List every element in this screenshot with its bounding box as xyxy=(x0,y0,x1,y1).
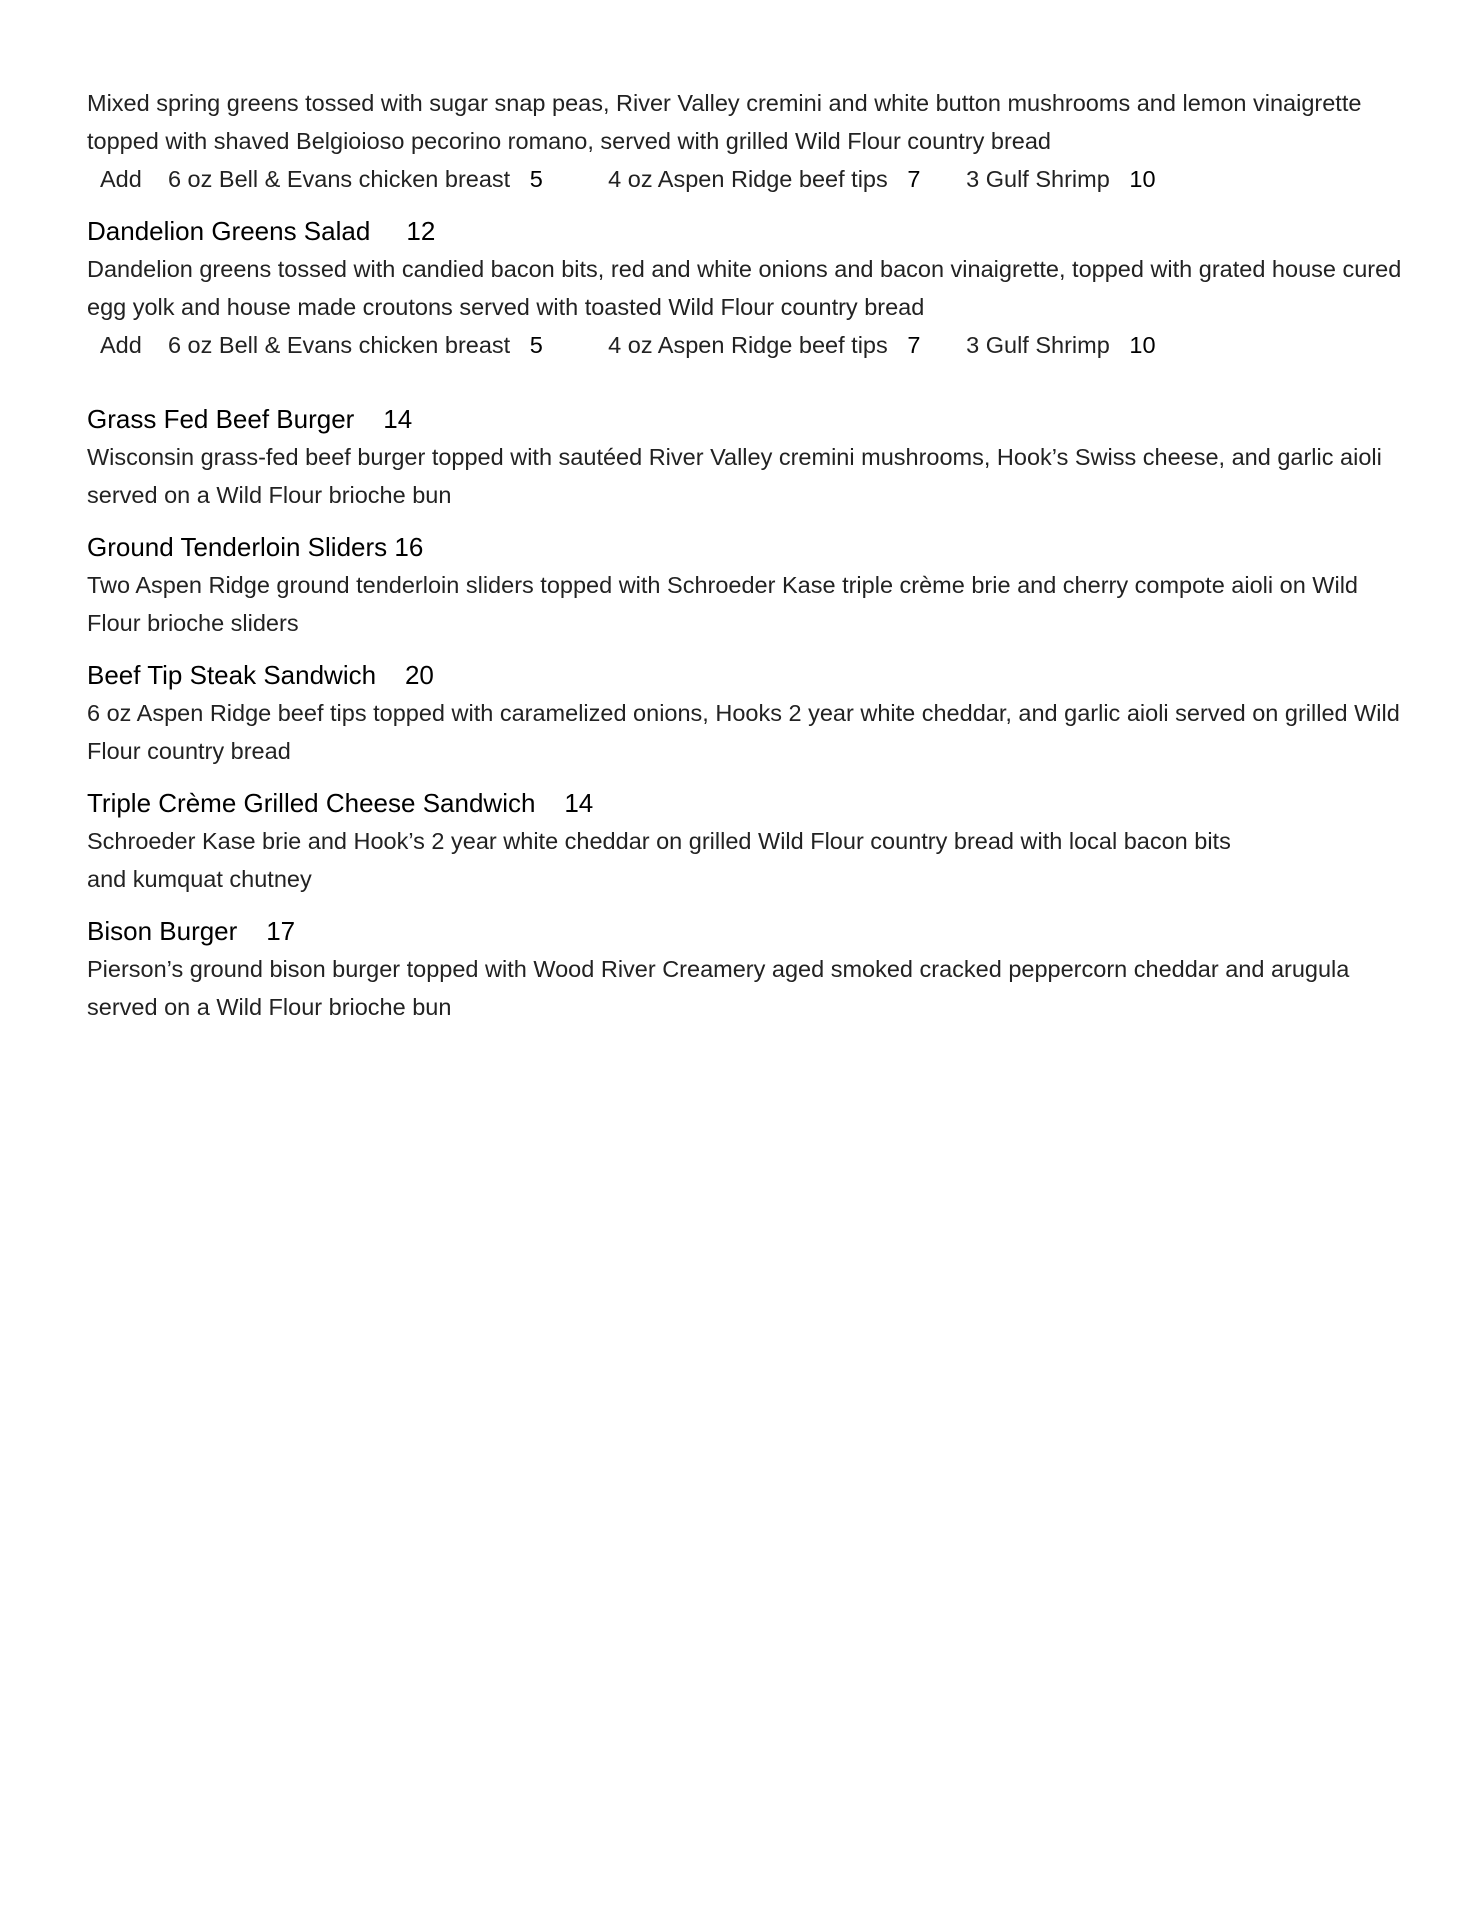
addon-options xyxy=(87,160,1407,198)
item-title xyxy=(87,528,1407,566)
addon-shrimp-label: 3 Gulf Shrimp xyxy=(966,332,1110,358)
addon-chicken-price: 5 xyxy=(529,332,543,358)
item-title xyxy=(87,212,1407,250)
menu-item-tenderloin-sliders xyxy=(87,528,1407,642)
item-description: Two Aspen Ridge ground tenderloin sliders topped with Schroeder Kase triple crème brie and cherry compote aioli on Wild Flour brioche sliders xyxy=(87,572,1358,636)
item-price: 14 xyxy=(383,404,413,434)
addon-chicken-label: 6 oz Bell & Evans chicken breast xyxy=(167,332,511,358)
addon-label: Add xyxy=(100,166,142,192)
item-price: 20 xyxy=(404,660,434,690)
item-name: Grass Fed Beef Burger xyxy=(87,404,355,434)
item-description-line-1: Schroeder Kase brie and Hook’s 2 year white cheddar on grilled Wild Flour country bread with local bacon bits xyxy=(87,828,1231,854)
item-description: 6 oz Aspen Ridge beef tips topped with caramelized onions, Hooks 2 year white cheddar, and garlic aioli served on grilled Wild Flour country bread xyxy=(87,700,1400,764)
addon-chicken-label: 6 oz Bell & Evans chicken breast xyxy=(167,166,511,192)
addon-beef-price: 7 xyxy=(907,332,921,358)
item-price: 17 xyxy=(266,916,296,946)
addon-shrimp-price: 10 xyxy=(1129,166,1156,192)
menu-item-steak-sandwich xyxy=(87,656,1407,770)
menu-item-beef-burger xyxy=(87,400,1407,514)
item-title xyxy=(87,400,1407,438)
item-description: Mixed spring greens tossed with sugar snap peas, River Valley cremini and white button mushrooms and lemon vinaigrette topped with shaved Belgioioso pecorino romano, served with grilled Wild Flour country bread xyxy=(87,90,1362,154)
menu-item-spring-greens xyxy=(87,84,1407,198)
item-title xyxy=(87,912,1407,950)
addon-beef-label: 4 oz Aspen Ridge beef tips xyxy=(608,332,888,358)
item-title xyxy=(87,656,1407,694)
addon-beef-label: 4 oz Aspen Ridge beef tips xyxy=(608,166,888,192)
addon-beef-price: 7 xyxy=(907,166,921,192)
item-price: 12 xyxy=(406,216,436,246)
item-title xyxy=(87,784,1407,822)
item-description: Wisconsin grass-fed beef burger topped with sautéed River Valley cremini mushrooms, Hook’s Swiss cheese, and garlic aioli served on a Wild Flour brioche bun xyxy=(87,444,1382,508)
item-name: Dandelion Greens Salad xyxy=(87,216,371,246)
menu-item-bison-burger xyxy=(87,912,1407,1026)
item-description-line-2: and kumquat chutney xyxy=(87,866,312,892)
item-name: Beef Tip Steak Sandwich xyxy=(87,660,377,690)
addon-shrimp-label: 3 Gulf Shrimp xyxy=(966,166,1110,192)
item-name: Ground Tenderloin Sliders xyxy=(87,532,388,562)
menu-item-grilled-cheese xyxy=(87,784,1407,898)
addon-chicken-price: 5 xyxy=(529,166,543,192)
item-price: 14 xyxy=(564,788,594,818)
addon-shrimp-price: 10 xyxy=(1129,332,1156,358)
item-price: 16 xyxy=(394,532,424,562)
item-description xyxy=(87,822,1407,898)
addon-label: Add xyxy=(100,332,142,358)
menu-item-dandelion-salad xyxy=(87,212,1407,364)
item-name: Bison Burger xyxy=(87,916,238,946)
addon-options xyxy=(87,326,1407,364)
item-description: Pierson’s ground bison burger topped with Wood River Creamery aged smoked cracked peppercorn cheddar and arugula served on a Wild Flour brioche bun xyxy=(87,956,1350,1020)
menu-page xyxy=(87,84,1407,1026)
item-name: Triple Crème Grilled Cheese Sandwich xyxy=(87,788,536,818)
item-description: Dandelion greens tossed with candied bacon bits, red and white onions and bacon vinaigrette, topped with grated house cured egg yolk and house made croutons served with toasted Wild Flour country bread xyxy=(87,256,1402,320)
